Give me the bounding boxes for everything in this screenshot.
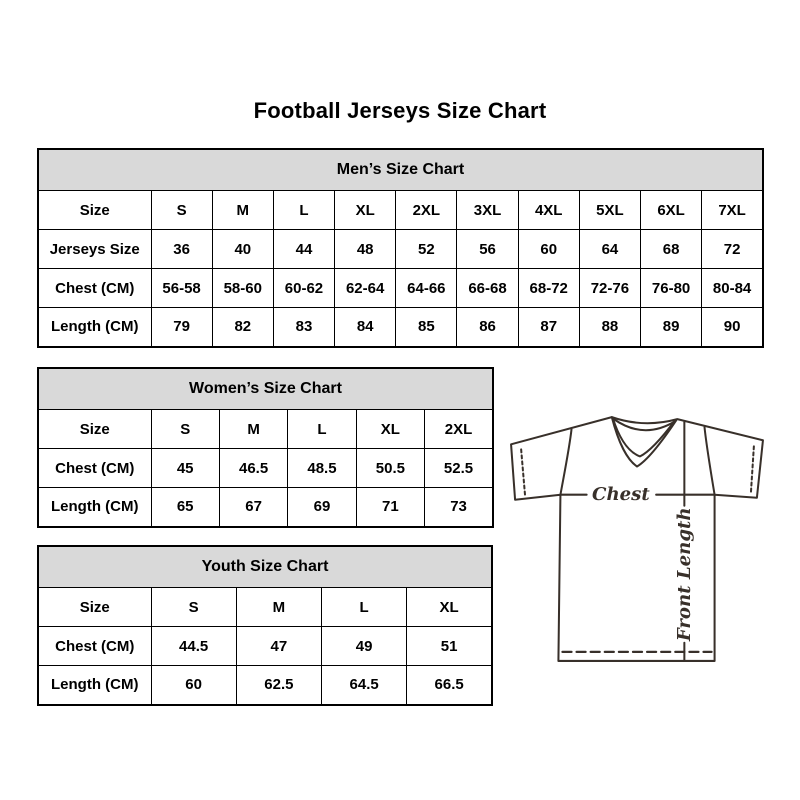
- mens-size-table: [37, 148, 764, 348]
- womens-size-table: [37, 367, 494, 528]
- value-cell: 58-60: [212, 269, 273, 308]
- jersey-measurement-diagram: [503, 402, 770, 669]
- mens-table-body: [38, 191, 763, 347]
- right-cuff-dashed-line: [751, 446, 754, 493]
- womens-table-title: Women’s Size Chart: [38, 368, 493, 410]
- value-cell: 60: [151, 666, 236, 705]
- value-cell: 83: [273, 308, 334, 347]
- value-cell: 60-62: [273, 269, 334, 308]
- value-cell: L: [322, 588, 407, 627]
- value-cell: 66-68: [457, 269, 518, 308]
- value-cell: 60: [518, 230, 579, 269]
- value-cell: 87: [518, 308, 579, 347]
- table-row: [38, 666, 492, 705]
- row-label-cell: Chest (CM): [38, 627, 151, 666]
- value-cell: 2XL: [396, 191, 457, 230]
- value-cell: 44.5: [151, 627, 236, 666]
- table-row: [38, 410, 493, 449]
- value-cell: 46.5: [219, 449, 287, 488]
- table-row: [38, 230, 763, 269]
- womens-table-body: [38, 410, 493, 527]
- value-cell: 2XL: [425, 410, 493, 449]
- value-cell: 5XL: [579, 191, 640, 230]
- row-label-cell: Size: [38, 410, 151, 449]
- value-cell: 51: [407, 627, 492, 666]
- value-cell: 90: [702, 308, 763, 347]
- value-cell: 64.5: [322, 666, 407, 705]
- value-cell: 68: [641, 230, 702, 269]
- row-label-cell: Length (CM): [38, 488, 151, 527]
- table-row: [38, 308, 763, 347]
- chest-label: Chest: [592, 484, 650, 506]
- value-cell: 40: [212, 230, 273, 269]
- value-cell: 62-64: [335, 269, 396, 308]
- value-cell: 67: [219, 488, 287, 527]
- value-cell: 50.5: [356, 449, 424, 488]
- value-cell: L: [273, 191, 334, 230]
- left-armscye-seam: [560, 429, 571, 494]
- value-cell: XL: [335, 191, 396, 230]
- value-cell: 71: [356, 488, 424, 527]
- value-cell: 62.5: [236, 666, 321, 705]
- value-cell: 48.5: [288, 449, 356, 488]
- youth-size-table: [37, 545, 493, 706]
- row-label-cell: Chest (CM): [38, 269, 151, 308]
- value-cell: 65: [151, 488, 219, 527]
- value-cell: 49: [322, 627, 407, 666]
- value-cell: 72: [702, 230, 763, 269]
- value-cell: XL: [407, 588, 492, 627]
- page-title: Football Jerseys Size Chart: [253, 98, 547, 123]
- value-cell: 69: [288, 488, 356, 527]
- table-row: [38, 488, 493, 527]
- value-cell: XL: [356, 410, 424, 449]
- value-cell: 45: [151, 449, 219, 488]
- value-cell: 79: [151, 308, 212, 347]
- value-cell: 86: [457, 308, 518, 347]
- right-armscye-seam: [705, 427, 715, 495]
- womens-table-header: [38, 368, 493, 410]
- value-cell: 89: [641, 308, 702, 347]
- value-cell: 56-58: [151, 269, 212, 308]
- value-cell: 52.5: [425, 449, 493, 488]
- table-row: [38, 449, 493, 488]
- value-cell: L: [288, 410, 356, 449]
- row-label-cell: Jerseys Size: [38, 230, 151, 269]
- value-cell: 6XL: [641, 191, 702, 230]
- table-row: [38, 588, 492, 627]
- value-cell: 66.5: [407, 666, 492, 705]
- jersey-outline-drawing: [503, 402, 770, 669]
- value-cell: 88: [579, 308, 640, 347]
- row-label-cell: Chest (CM): [38, 449, 151, 488]
- mens-table-header: [38, 149, 763, 191]
- value-cell: 3XL: [457, 191, 518, 230]
- value-cell: 82: [212, 308, 273, 347]
- value-cell: 44: [273, 230, 334, 269]
- value-cell: 80-84: [702, 269, 763, 308]
- table-row: [38, 269, 763, 308]
- youth-table-title: Youth Size Chart: [38, 546, 492, 588]
- value-cell: 76-80: [641, 269, 702, 308]
- value-cell: 48: [335, 230, 396, 269]
- table-row: [38, 191, 763, 230]
- value-cell: S: [151, 191, 212, 230]
- table-header-row: [38, 368, 493, 410]
- value-cell: 84: [335, 308, 396, 347]
- value-cell: M: [212, 191, 273, 230]
- value-cell: 73: [425, 488, 493, 527]
- value-cell: 85: [396, 308, 457, 347]
- value-cell: 36: [151, 230, 212, 269]
- value-cell: M: [236, 588, 321, 627]
- table-row: [38, 627, 492, 666]
- jersey-body-outline: [511, 417, 763, 661]
- youth-table-header: [38, 546, 492, 588]
- row-label-cell: Size: [38, 191, 151, 230]
- value-cell: 56: [457, 230, 518, 269]
- value-cell: S: [151, 588, 236, 627]
- mens-table-title: Men’s Size Chart: [38, 149, 763, 191]
- value-cell: 47: [236, 627, 321, 666]
- table-header-row: [38, 149, 763, 191]
- value-cell: 68-72: [518, 269, 579, 308]
- front-length-label: Front Length: [673, 507, 695, 642]
- row-label-cell: Size: [38, 588, 151, 627]
- table-header-row: [38, 546, 492, 588]
- row-label-cell: Length (CM): [38, 308, 151, 347]
- youth-table-body: [38, 588, 492, 705]
- value-cell: S: [151, 410, 219, 449]
- value-cell: 7XL: [702, 191, 763, 230]
- value-cell: 64-66: [396, 269, 457, 308]
- value-cell: 52: [396, 230, 457, 269]
- value-cell: M: [219, 410, 287, 449]
- value-cell: 72-76: [579, 269, 640, 308]
- left-cuff-dashed-line: [521, 449, 525, 496]
- row-label-cell: Length (CM): [38, 666, 151, 705]
- value-cell: 4XL: [518, 191, 579, 230]
- value-cell: 64: [579, 230, 640, 269]
